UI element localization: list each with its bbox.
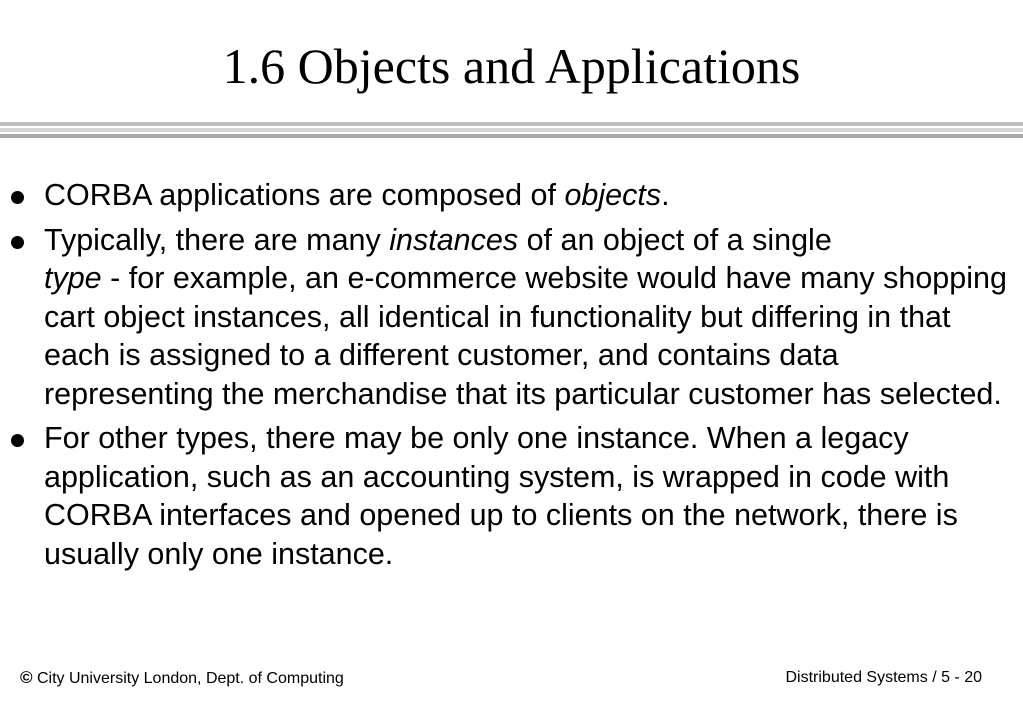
bullet-text-emphasis: objects	[564, 178, 662, 212]
bullet-text-run: CORBA applications are composed of	[44, 178, 565, 212]
bullet-text-emphasis: type	[44, 261, 102, 295]
bullet-dot-icon	[11, 191, 24, 204]
bullet-text-run: - for example, an e-commerce website would have many shopping cart object instances, all identical in functionality but differing in that each is assigned to a different customer, and contains data representing the merchandise that its particular customer has selected.	[44, 261, 1007, 411]
footer-page-info: Distributed Systems / 5 - 20	[785, 669, 982, 686]
bullet-item	[0, 176, 1023, 215]
slide-title: 1.6 Objects and Applications	[222, 38, 801, 94]
bullet-text-run: For other types, there may be only one instance. When a legacy application, such as an accounting system, is wrapped in code with CORBA interfaces and opened up to clients on the network, there is usually only one instance.	[44, 421, 958, 571]
footer-institution: City University London, Dept. of Computing	[32, 670, 344, 687]
title-divider-line	[0, 128, 1023, 132]
bullet-text-run: of an object of a single	[518, 222, 832, 257]
footer-copyright	[20, 668, 344, 689]
bullet-text	[44, 421, 958, 571]
title-divider-line	[0, 122, 1023, 126]
bullet-item	[0, 221, 1023, 414]
bullet-item	[0, 419, 1023, 573]
bullet-text-emphasis: instances	[389, 222, 519, 257]
bullet-text	[44, 178, 670, 212]
copyright-icon: ©	[20, 668, 33, 687]
bullet-dot-icon	[11, 236, 24, 249]
bullet-dot-icon	[11, 434, 24, 447]
bullet-text	[44, 223, 1007, 411]
title-divider-line	[0, 134, 1023, 138]
bullet-text-run: .	[661, 178, 670, 212]
bullet-list	[0, 176, 1023, 579]
bullet-text-run: Typically, there are many	[44, 222, 390, 257]
